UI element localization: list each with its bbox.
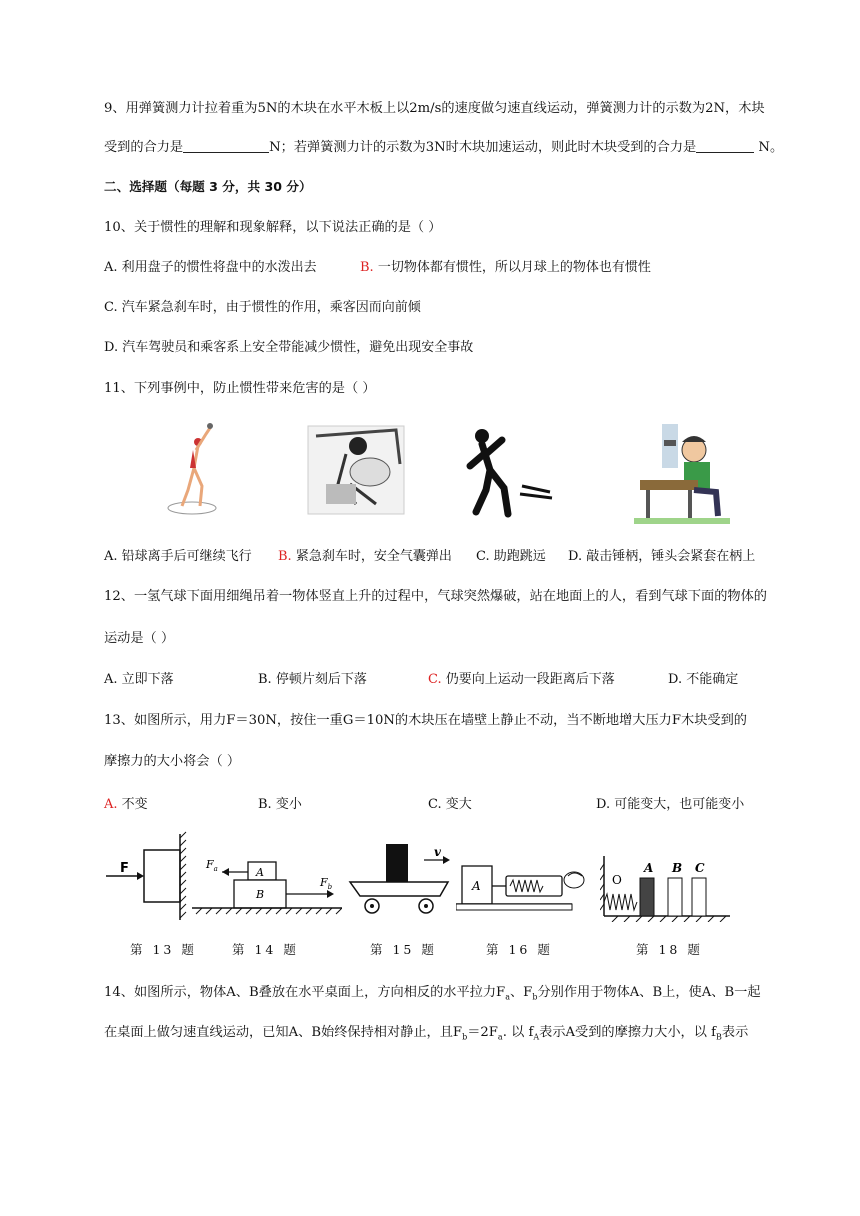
figure-18 — [600, 850, 732, 922]
q14-line1-b: 、F — [510, 985, 533, 1000]
figure-14 — [192, 850, 342, 918]
airbag-image — [306, 424, 406, 516]
caption-13: 第 13 题 — [130, 942, 197, 957]
figure-16 — [456, 840, 596, 920]
long-jump-image — [460, 420, 560, 524]
fig18-b-label: B — [672, 861, 683, 875]
q11-option-b — [278, 548, 452, 566]
fig18-c-label: C — [695, 861, 705, 875]
q11-answer-letter: B. — [278, 549, 292, 564]
q9-line2-a: 受到的合力是 — [104, 140, 184, 155]
caption-14: 第 14 题 — [232, 942, 299, 957]
q13-option-d: D. 可能变大，也可能变小 — [596, 797, 745, 812]
fig18-a-label: A — [644, 861, 654, 875]
q10-option-d: D. 汽车驾驶员和乘客系上安全带能减少惯性，避免出现安全事故 — [104, 340, 474, 355]
q11-option-a: A. 铅球离手后可继续飞行 — [104, 549, 252, 564]
q14-sub-b: b — [532, 992, 538, 1002]
fig15-velocity-label: v — [434, 845, 441, 859]
q12-answer-letter: C. — [428, 672, 442, 687]
q10-stem: 10、关于惯性的理解和现象解释，以下说法正确的是（ ） — [104, 220, 442, 235]
q9-line2-b: N；若弹簧测力计的示数为3N时木块加速运动，则此时木块受到的合力是 — [269, 140, 697, 155]
q12-option-d: D. 不能确定 — [668, 672, 739, 687]
q14-sub-a: a — [505, 992, 510, 1002]
section-title: 二、选择题（每题 3 分，共 30 分） — [104, 179, 312, 194]
caption-15: 第 15 题 — [370, 942, 437, 957]
q13-line2: 摩擦力的大小将会（ ） — [104, 754, 241, 769]
q11-option-b-text: 紧急刹车时，安全气囊弹出 — [291, 549, 452, 564]
q13-option-b: B. 变小 — [258, 797, 302, 812]
q10-option-c: C. 汽车紧急刹车时，由于惯性的作用，乘客因而向前倾 — [104, 300, 421, 315]
q13-option-a-text: 不变 — [117, 797, 148, 812]
q14-line2-sub2: a — [497, 1032, 503, 1042]
q14-line2-c: . 以 f — [502, 1025, 534, 1040]
q9-blank-2 — [696, 140, 754, 153]
q14-line2 — [104, 1024, 748, 1047]
fig16-block-a-label: A — [472, 879, 481, 893]
q14-line2-b: ＝2F — [467, 1025, 498, 1040]
q14-line2-sub1: b — [462, 1032, 468, 1042]
q12-option-c — [428, 671, 615, 689]
q14-line2-sub3: A — [533, 1032, 540, 1042]
caption-16: 第 16 题 — [486, 942, 553, 957]
q14-line1-a: 14、如图所示，物体A、B叠放在水平桌面上，方向相反的水平拉力F — [104, 985, 506, 1000]
q10-option-a: A. 利用盘子的惯性将盘中的水泼出去 — [104, 260, 317, 275]
q11-stem: 11、下列事例中，防止惯性带来危害的是（ ） — [104, 381, 376, 396]
fig18-origin-label: O — [612, 873, 622, 887]
fig14-block-b-label: B — [256, 888, 265, 901]
q9-line1: 9、用弹簧测力计拉着重为5N的木块在水平木板上以2m/s的速度做匀速直线运动，弹簧测力计的示数为2N，木块 — [104, 101, 765, 116]
q12-option-b: B. 停顿片刻后下落 — [258, 672, 367, 687]
q12-line2: 运动是（ ） — [104, 631, 175, 646]
shot-put-athlete-image — [160, 420, 220, 520]
q14-line2-sub4: B — [716, 1032, 722, 1042]
q13-answer-letter: A. — [104, 797, 118, 812]
q12-line1: 12、一氢气球下面用细绳吊着一物体竖直上升的过程中，气球突然爆破，站在地面上的人，看到气球下面的物体的 — [104, 589, 767, 604]
q9-line2 — [104, 139, 783, 157]
fig14-fa-label: $F_a$ — [206, 858, 218, 873]
caption-18: 第 18 题 — [636, 942, 703, 957]
q10-answer-letter: B. — [360, 260, 374, 275]
q9-blank-1 — [183, 140, 269, 153]
q14-line1 — [104, 984, 761, 1007]
q11-option-c: C. 助跑跳远 — [476, 549, 546, 564]
q11-option-d: D. 敲击锤柄，锤头会紧套在柄上 — [568, 549, 756, 564]
q14-line2-a: 在桌面上做匀速直线运动，已知A、B始终保持相对静止，且F — [104, 1025, 463, 1040]
q10-option-b — [360, 259, 651, 277]
figure-13 — [104, 830, 196, 922]
q14-line2-e: 表示 — [721, 1025, 749, 1040]
q13-option-a — [104, 796, 148, 814]
q12-option-c-text: 仍要向上运动一段距离后下落 — [441, 672, 615, 687]
q13-line1: 13、如图所示，用力F＝30N，按住一重G＝10N的木块压在墙壁上静止不动，当不断地增大压力F木块受到的 — [104, 713, 747, 728]
q10-option-b-text: 一切物体都有惯性，所以月球上的物体也有惯性 — [373, 260, 651, 275]
q13-option-c: C. 变大 — [428, 797, 472, 812]
fig14-block-a-label: A — [256, 866, 264, 879]
hammer-image — [634, 420, 730, 524]
q14-line2-d: 表示A受到的摩擦力大小，以 f — [539, 1025, 716, 1040]
fig13-force-label: F — [120, 861, 129, 876]
q9-line2-c: N。 — [754, 140, 784, 155]
q14-line1-c: 分别作用于物体A、B上，使A、B一起 — [537, 985, 761, 1000]
figure-15 — [348, 836, 452, 920]
q12-option-a: A. 立即下落 — [104, 672, 174, 687]
fig14-fb-label: $F_b$ — [320, 876, 333, 891]
